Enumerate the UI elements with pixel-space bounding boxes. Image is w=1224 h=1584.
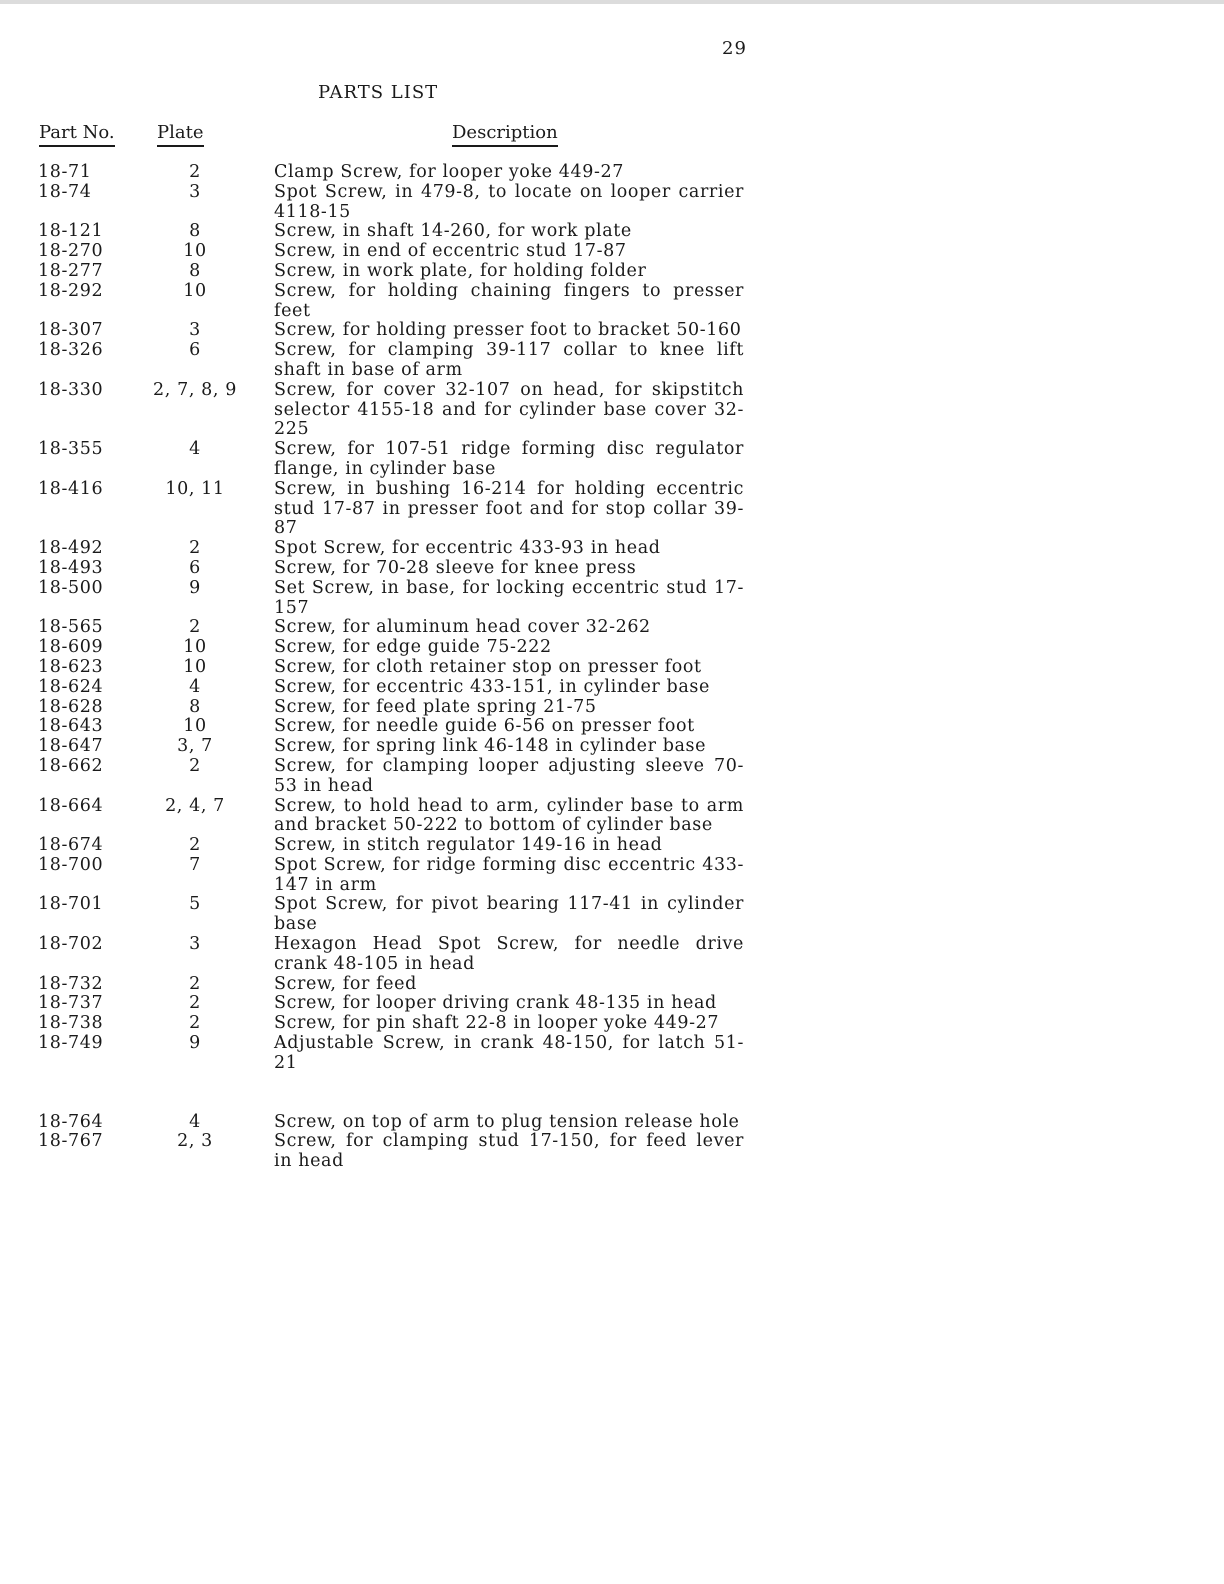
- parts-row: [0, 895, 1224, 935]
- plate-number: 6: [189, 557, 201, 578]
- part-description: Screw, for feed: [274, 973, 417, 994]
- plate-number: 2: [189, 162, 201, 182]
- parts-table: [0, 163, 1224, 1172]
- section-gap: [0, 1074, 1224, 1113]
- plate-number: 2, 7, 8, 9: [153, 379, 237, 400]
- parts-row: [0, 856, 1224, 896]
- parts-row: [0, 163, 1224, 183]
- plate-number: 2: [189, 538, 201, 559]
- part-description: Screw, for needle guide 6-56 on presser foot: [274, 716, 695, 737]
- parts-row: [0, 559, 1224, 579]
- parts-row: [0, 994, 1224, 1014]
- part-number: 18-326: [38, 340, 104, 361]
- part-number: 18-307: [38, 320, 104, 341]
- part-description: Adjustable Screw, in crank 48-150, for latch 51-21: [274, 1033, 744, 1073]
- part-number: 18-121: [38, 221, 104, 242]
- part-description: Screw, for cover 32-107 on head, for skipstitch selector 4155-18 and for cylinder base cover 32-225: [274, 379, 744, 440]
- scan-edge: [0, 0, 1224, 4]
- plate-number: 3: [189, 181, 201, 202]
- part-description: Screw, for 70-28 sleeve for knee press: [274, 557, 637, 578]
- part-description: Set Screw, in base, for locking eccentric stud 17-157: [274, 577, 744, 618]
- part-description: Screw, for looper driving crank 48-135 in head: [274, 993, 717, 1014]
- part-description: Screw, for aluminum head cover 32-262: [274, 617, 651, 638]
- parts-row: [0, 658, 1224, 678]
- header-plate: Plate: [157, 122, 204, 147]
- part-number: 18-623: [38, 656, 104, 677]
- parts-row: [0, 935, 1224, 975]
- plate-number: 3: [189, 934, 201, 955]
- parts-row: [0, 638, 1224, 658]
- part-description: Screw, for eccentric 433-151, in cylinder base: [274, 676, 710, 697]
- parts-row: [0, 1132, 1224, 1172]
- plate-number: 10: [183, 716, 207, 737]
- parts-row: [0, 618, 1224, 638]
- parts-row: [0, 183, 1224, 223]
- plate-number: 10: [183, 637, 207, 658]
- part-description: Screw, to hold head to arm, cylinder base to arm and bracket 50-222 to bottom of cylinder base: [274, 795, 744, 836]
- parts-row: [0, 836, 1224, 856]
- part-description: Screw, for clamping looper adjusting sleeve 70-53 in head: [274, 755, 744, 796]
- parts-row: [0, 698, 1224, 718]
- part-number: 18-702: [38, 934, 104, 955]
- part-description: Screw, for clamping stud 17-150, for feed lever in head: [274, 1131, 744, 1172]
- plate-number: 2, 4, 7: [165, 795, 225, 816]
- part-number: 18-647: [38, 736, 104, 757]
- part-number: 18-74: [38, 181, 92, 202]
- plate-number: 3: [189, 320, 201, 341]
- plate-number: 2, 3: [177, 1131, 213, 1152]
- plate-number: 7: [189, 854, 201, 875]
- plate-number: 10: [183, 241, 207, 262]
- part-number: 18-764: [38, 1111, 104, 1132]
- parts-row: [0, 1113, 1224, 1133]
- part-description: Screw, for 107-51 ridge forming disc regulator flange, in cylinder base: [274, 439, 744, 479]
- part-description: Screw, in bushing 16-214 for holding eccentric stud 17-87 in presser foot and for stop collar 39-87: [274, 478, 744, 539]
- parts-row: [0, 579, 1224, 619]
- parts-row: [0, 1034, 1224, 1074]
- plate-number: 5: [189, 894, 201, 915]
- part-number: 18-674: [38, 835, 104, 856]
- parts-row: [0, 242, 1224, 262]
- parts-row: [0, 440, 1224, 480]
- part-description: Screw, for edge guide 75-222: [274, 637, 552, 658]
- parts-row: [0, 381, 1224, 440]
- plate-number: 10: [183, 280, 207, 301]
- part-number: 18-355: [38, 439, 104, 460]
- plate-number: 10: [183, 656, 207, 677]
- parts-row: [0, 321, 1224, 341]
- part-number: 18-492: [38, 538, 104, 559]
- part-number: 18-732: [38, 973, 104, 994]
- header-part-no: Part No.: [39, 122, 115, 147]
- part-description: Spot Screw, in 479-8, to locate on looper carrier 4118-15: [274, 181, 744, 222]
- parts-row: [0, 975, 1224, 995]
- parts-row: [0, 717, 1224, 737]
- part-description: Screw, for cloth retainer stop on presser foot: [274, 656, 702, 677]
- part-description: Screw, for holding presser foot to bracket 50-160: [274, 320, 742, 341]
- part-description: Spot Screw, for pivot bearing 117-41 in cylinder base: [274, 894, 744, 935]
- part-description: Hexagon Head Spot Screw, for needle drive crank 48-105 in head: [274, 934, 744, 974]
- part-number: 18-270: [38, 241, 104, 262]
- plate-number: 2: [189, 973, 201, 994]
- parts-row: [0, 282, 1224, 322]
- part-number: 18-737: [38, 993, 104, 1014]
- part-number: 18-330: [38, 379, 104, 400]
- plate-number: 4: [189, 439, 201, 460]
- parts-row: [0, 262, 1224, 282]
- part-description: Screw, for clamping 39-117 collar to knee lift shaft in base of arm: [274, 340, 744, 380]
- part-description: Spot Screw, for eccentric 433-93 in head: [274, 538, 661, 559]
- part-description: Screw, on top of arm to plug tension release hole: [274, 1111, 740, 1132]
- part-description: Screw, in shaft 14-260, for work plate: [274, 221, 632, 242]
- parts-row: [0, 341, 1224, 381]
- parts-row: [0, 222, 1224, 242]
- parts-row: [0, 678, 1224, 698]
- part-description: Screw, for spring link 46-148 in cylinder base: [274, 736, 707, 757]
- parts-row: [0, 1014, 1224, 1034]
- part-number: 18-609: [38, 637, 104, 658]
- part-description: Screw, in end of eccentric stud 17-87: [274, 241, 627, 262]
- part-number: 18-738: [38, 1013, 104, 1034]
- plate-number: 6: [189, 340, 201, 361]
- plate-number: 9: [189, 577, 201, 598]
- part-number: 18-624: [38, 676, 104, 697]
- part-description: Screw, in stitch regulator 149-16 in head: [274, 835, 663, 856]
- parts-row: [0, 539, 1224, 559]
- part-number: 18-416: [38, 478, 104, 499]
- part-number: 18-767: [38, 1131, 104, 1152]
- part-number: 18-664: [38, 795, 104, 816]
- plate-number: 2: [189, 835, 201, 856]
- part-number: 18-277: [38, 260, 104, 281]
- plate-number: 4: [189, 1111, 201, 1132]
- plate-number: 8: [189, 221, 201, 242]
- part-description: Clamp Screw, for looper yoke 449-27: [274, 162, 624, 182]
- part-description: Screw, for feed plate spring 21-75: [274, 696, 597, 717]
- header-description: Description: [452, 122, 558, 147]
- plate-number: 9: [189, 1033, 201, 1054]
- plate-number: 2: [189, 755, 201, 776]
- plate-number: 8: [189, 696, 201, 717]
- part-number: 18-500: [38, 577, 104, 598]
- part-number: 18-628: [38, 696, 104, 717]
- parts-row: [0, 480, 1224, 539]
- plate-number: 2: [189, 617, 201, 638]
- plate-number: 2: [189, 993, 201, 1014]
- part-number: 18-565: [38, 617, 104, 638]
- part-number: 18-701: [38, 894, 104, 915]
- page-number: 29: [722, 38, 747, 59]
- page-title: PARTS LIST: [318, 82, 439, 103]
- part-description: Screw, for pin shaft 22-8 in looper yoke 449-27: [274, 1013, 720, 1034]
- part-number: 18-662: [38, 755, 104, 776]
- part-number: 18-700: [38, 854, 104, 875]
- parts-row: [0, 757, 1224, 797]
- part-number: 18-71: [38, 162, 92, 182]
- part-description: Screw, in work plate, for holding folder: [274, 260, 647, 281]
- part-number: 18-749: [38, 1033, 104, 1054]
- plate-number: 2: [189, 1013, 201, 1034]
- part-description: Screw, for holding chaining fingers to presser feet: [274, 280, 744, 321]
- plate-number: 10, 11: [165, 478, 225, 499]
- plate-number: 3, 7: [177, 736, 213, 757]
- plate-number: 8: [189, 260, 201, 281]
- part-number: 18-292: [38, 280, 104, 301]
- plate-number: 4: [189, 676, 201, 697]
- parts-row: [0, 797, 1224, 837]
- part-number: 18-493: [38, 557, 104, 578]
- part-description: Spot Screw, for ridge forming disc eccentric 433-147 in arm: [274, 854, 744, 895]
- parts-row: [0, 737, 1224, 757]
- part-number: 18-643: [38, 716, 104, 737]
